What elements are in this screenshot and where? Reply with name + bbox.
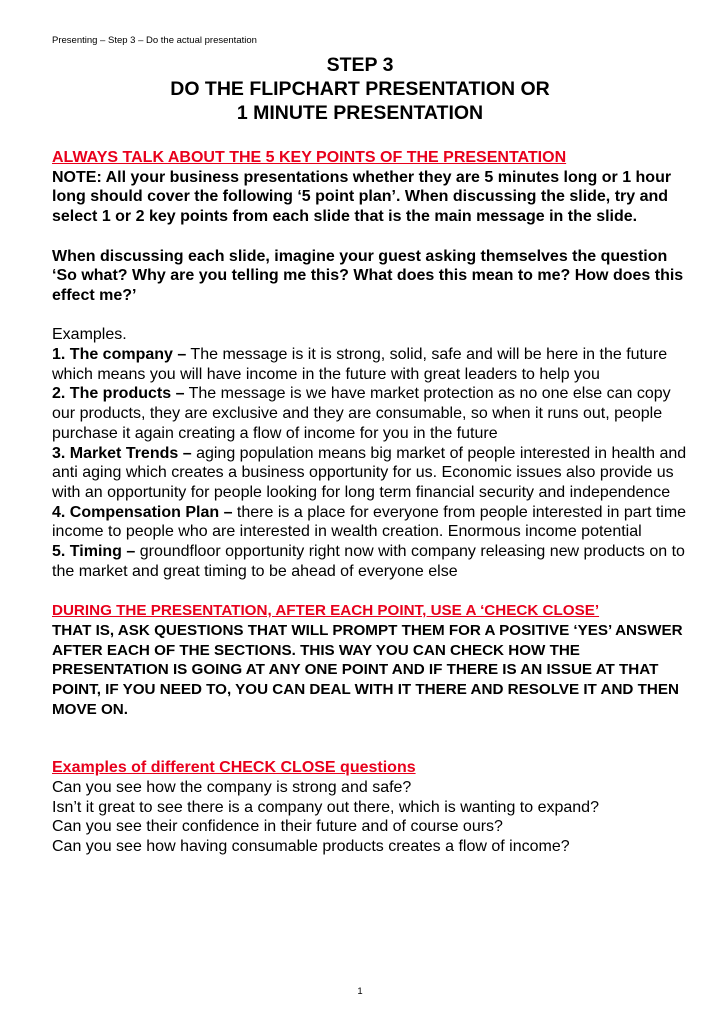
check-close-paragraph: THAT IS, ASK QUESTIONS THAT WILL PROMPT THEM FOR A POSITIVE ‘YES’ ANSWER AFTER EACH OF THE SECTIONS. THIS WAY YOU CAN CHECK HOW THE PRESENTATION IS GOING AT ANY ONE POINT AND IF THERE IS AN ISSUE AT THAT POINT, IF YOU NEED TO, YOU CAN DEAL WITH IT THERE AND RESOLVE IT AND THEN MOVE ON. xyxy=(52,621,683,718)
title-line-3: 1 MINUTE PRESENTATION xyxy=(236,102,484,124)
running-header: Presenting – Step 3 – Do the actual presentation xyxy=(52,35,257,46)
note-paragraph: NOTE: All your business presentations whether they are 5 minutes long or 1 hour long should cover the following ‘5 point plan’. When discussing the slide, try and select 1 or 2 key points from each slide that is the main message in the slide. xyxy=(52,168,672,226)
check-close-question: Can you see how having consumable products creates a flow of income? xyxy=(52,838,570,856)
example-text: groundfloor opportunity right now with company releasing new products on to the market and great timing to be ahead of everyone else xyxy=(52,543,685,580)
example-label: 4. Compensation Plan – xyxy=(52,503,233,521)
page-title xyxy=(0,53,720,125)
title-line-2: DO THE FLIPCHART PRESENTATION OR xyxy=(170,78,550,100)
so-what-paragraph: When discussing each slide, imagine your guest asking themselves the question ‘So what? Why are you telling me this? What does this mean to me? How does this effect me?’ xyxy=(52,247,684,304)
example-text: The message is we have market protection as no one else can copy our products, they are exclusive and they are consumable, so when it runs out, people purchase it again creating a flow of income for you in the future xyxy=(52,385,671,442)
key-points-heading: ALWAYS TALK ABOUT THE 5 KEY POINTS OF THE PRESENTATION xyxy=(52,149,567,166)
example-text: The message is it is strong, solid, safe and will be here in the future which means you will have income in the future with great leaders to help you xyxy=(52,346,668,383)
check-close-examples-heading: Examples of different CHECK CLOSE questions xyxy=(52,759,416,777)
check-close-heading: DURING THE PRESENTATION, AFTER EACH POINT, USE A ‘CHECK CLOSE’ xyxy=(52,602,600,620)
example-item-products xyxy=(52,384,692,443)
example-item-timing xyxy=(52,542,692,581)
document-body xyxy=(52,148,692,857)
example-label: 5. Timing – xyxy=(52,543,136,561)
example-item-company xyxy=(52,345,692,384)
example-text: there is a place for everyone from people interested in part time income to people who are interested in wealth creation. Enormous income potential xyxy=(52,503,687,541)
check-close-question: Can you see their confidence in their future and of course ours? xyxy=(52,818,503,836)
check-close-question: Isn’t it great to see there is a company out there, which is wanting to expand? xyxy=(52,798,599,816)
page-number: 1 xyxy=(357,986,363,997)
example-label: 3. Market Trends – xyxy=(52,444,192,462)
examples-intro: Examples. xyxy=(52,326,127,344)
example-item-compensation-plan xyxy=(52,503,692,542)
example-text: aging population means big market of people interested in health and anti aging which creates a business opportunity for us. Economic issues also provide us with an opportunity for people looking for long term financial security and independence xyxy=(52,444,687,501)
example-label: 1. The company – xyxy=(52,346,187,363)
example-label: 2. The products – xyxy=(52,385,185,403)
check-close-question: Can you see how the company is strong and safe? xyxy=(52,779,412,797)
title-line-1: STEP 3 xyxy=(326,54,394,76)
example-item-market-trends xyxy=(52,444,692,503)
